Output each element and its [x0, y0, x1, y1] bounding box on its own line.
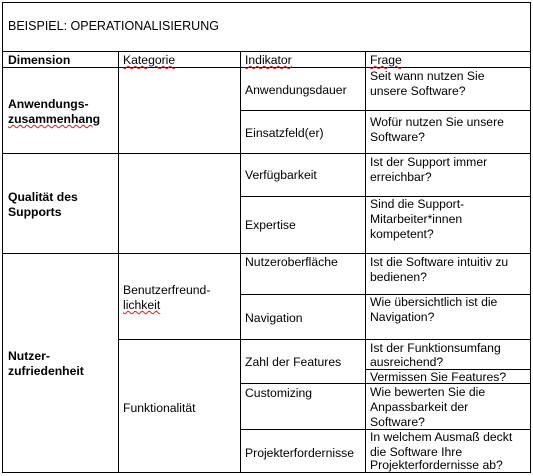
frage-5-line2: bedienen?: [370, 270, 427, 284]
header-kategorie: Kategorie: [123, 53, 176, 67]
frage-8-line1: Vermissen Sie Features?: [370, 370, 507, 384]
header-dimension: Dimension: [8, 53, 71, 67]
frage-3-line1: Ist der Support immer: [370, 155, 488, 169]
dimension-qualitaet-line1: Qualität des: [8, 190, 78, 204]
indikator-einsatzfeld: Einsatzfeld(er): [245, 126, 324, 140]
frage-3-line2: erreichbar?: [370, 170, 432, 184]
frage-4-line3: kompetent?: [370, 227, 434, 241]
frage-10-line1: In welchem Ausmaß deckt: [370, 430, 513, 444]
dimension-qualitaet-line2: Supports: [8, 205, 62, 219]
kategorie-benutzerfreundlichkeit-line1: Benutzerfreund-: [123, 283, 211, 297]
frage-1-line1: Seit wann nutzen Sie: [370, 69, 485, 83]
dimension-nutzerzufriedenheit-line2: zufriedenheit: [8, 364, 84, 378]
frage-7-line1: Ist der Funktionsumfang: [370, 341, 501, 355]
frage-4-line1: Sind die Support-: [370, 197, 465, 211]
frage-9-line3: Software?: [370, 415, 425, 429]
dimension-nutzerzufriedenheit-line1: Nutzer-: [8, 349, 50, 363]
frage-5-line1: Ist die Software intuitiv zu: [370, 255, 509, 269]
dimension-anwendungszusammenhang-line1: Anwendungs-: [8, 97, 89, 111]
indikator-customizing: Customizing: [245, 386, 313, 400]
indikator-navigation: Navigation: [245, 311, 303, 325]
frage-10-line3: Projekterfordernisse ab?: [370, 458, 503, 472]
frage-2-line1: Wofür nutzen Sie unsere: [370, 115, 504, 129]
frage-10-line2: die Software Ihre: [370, 445, 463, 459]
dimension-anwendungszusammenhang-line2: zusammenhang: [8, 112, 101, 126]
frage-4-line2: Mitarbeiter*innen: [370, 212, 463, 226]
indikator-verfuegbarkeit: Verfügbarkeit: [245, 168, 317, 182]
frage-6-line1: Wie übersichtlich ist die: [370, 295, 498, 309]
indikator-projekterfordernisse: Projekterfordernisse: [245, 446, 355, 460]
indikator-zahl-der-features: Zahl der Features: [245, 355, 342, 369]
kategorie-benutzerfreundlichkeit-line2: lichkeit: [123, 298, 161, 312]
indikator-nutzeroberflaeche: Nutzeroberfläche: [245, 255, 338, 269]
page-title: BEISPIEL: OPERATIONALISIERUNG: [8, 19, 219, 33]
kategorie-funktionalitaet: Funktionalität: [123, 401, 196, 415]
frage-1-line2: unsere Software?: [370, 84, 466, 98]
indikator-expertise: Expertise: [245, 218, 296, 232]
header-indikator: Indikator: [245, 53, 292, 67]
frage-6-line2: Navigation?: [370, 310, 435, 324]
frage-9-line1: Wie bewerten Sie die: [370, 385, 486, 399]
frage-2-line2: Software?: [370, 130, 425, 144]
frage-7-line2: ausreichend?: [370, 355, 444, 369]
indikator-anwendungsdauer: Anwendungsdauer: [245, 83, 347, 97]
frage-9-line2: Anpassbarkeit der: [370, 400, 469, 414]
header-frage: Frage: [370, 53, 402, 67]
